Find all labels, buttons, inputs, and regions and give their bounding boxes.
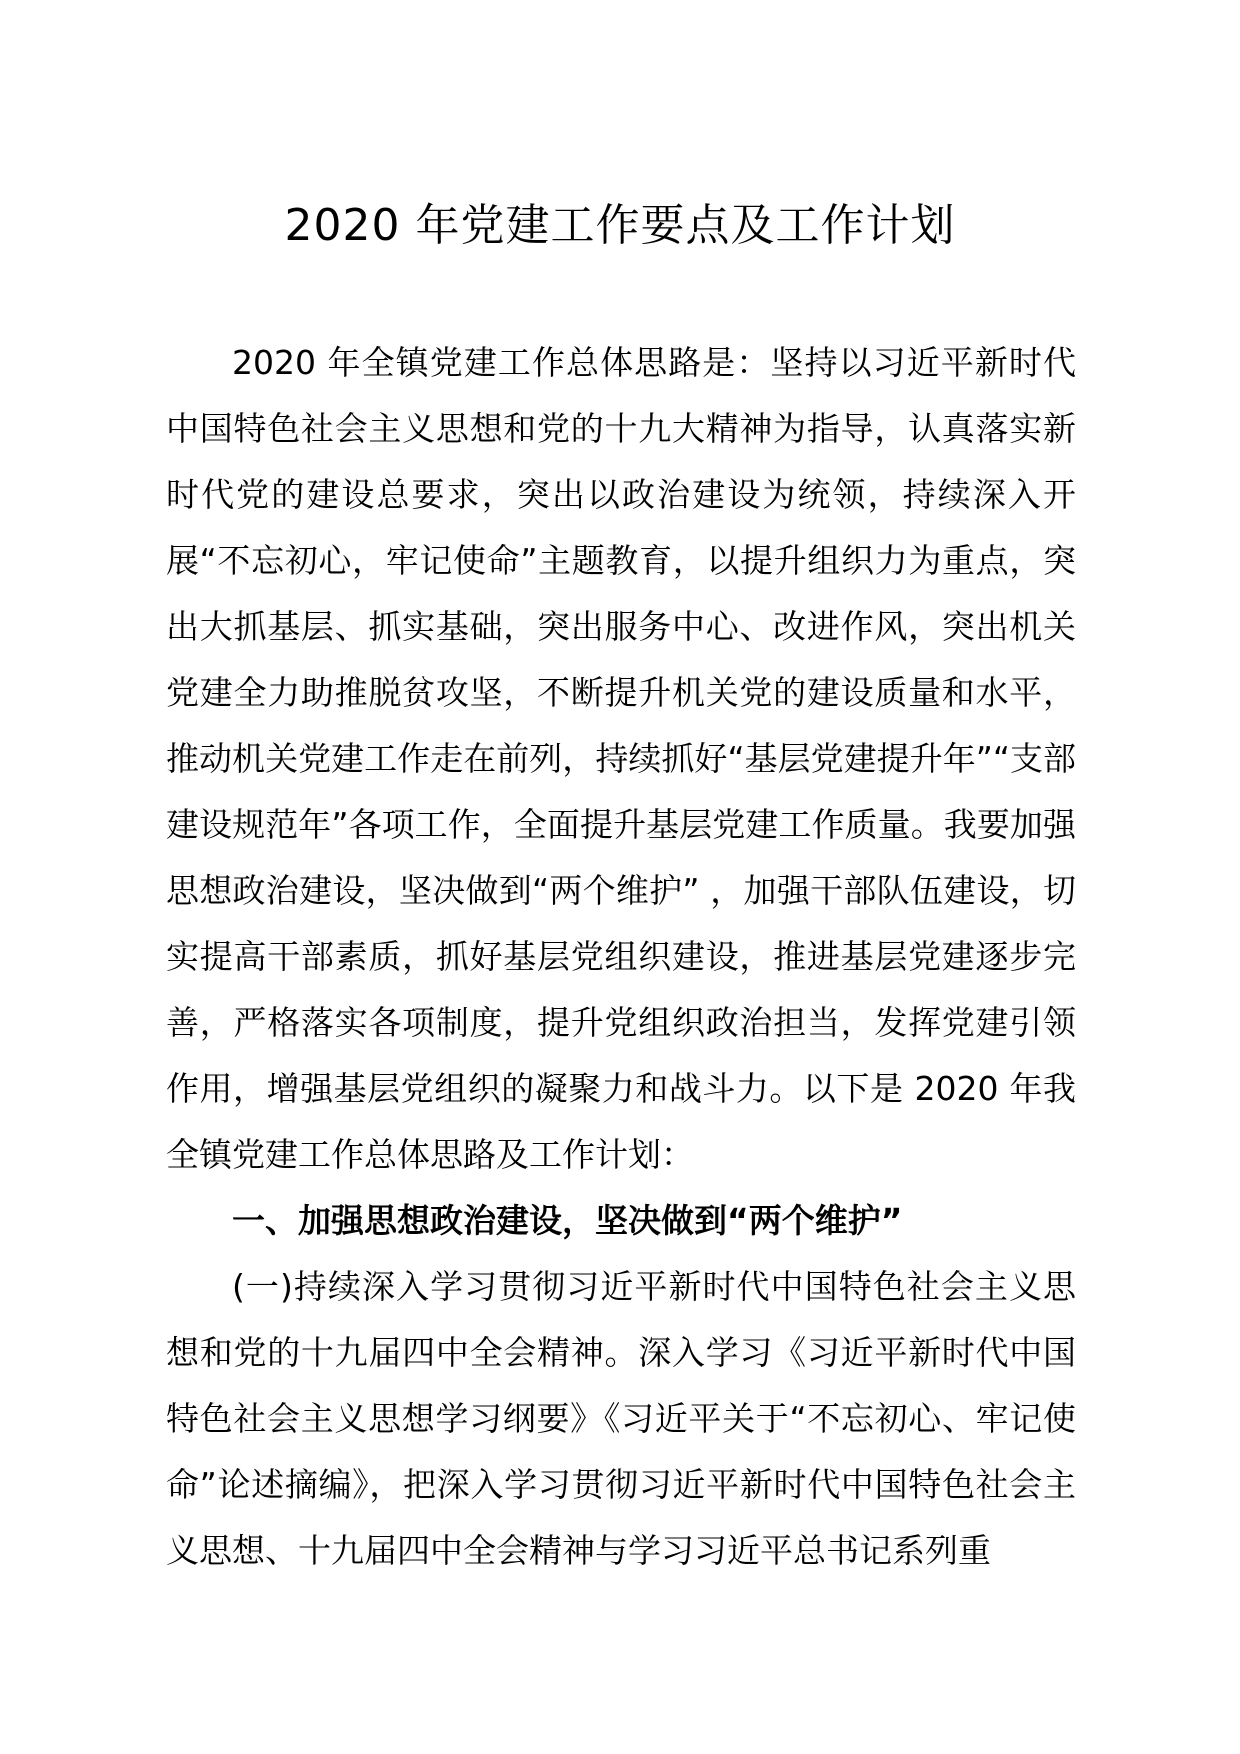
document-body [166, 330, 1076, 1584]
document-title: 2020 年党建工作要点及工作计划 [284, 200, 956, 251]
intro-paragraph: 2020 年全镇党建工作总体思路是：坚持以习近平新时代中国特色社会主义思想和党的十九大精神为指导，认真落实新时代党的建设总要求，突出以政治建设为统领，持续深入开展“不忘初心，牢记使命”主题教育，以提升组织力为重点，突出大抓基层、抓实基础，突出服务中心、改进作风，突出机关党建全力助推脱贫攻坚，不断提升机关党的建设质量和水平，推动机关党建工作走在前列，持续抓好“基层党建提升年”“支部建设规范年”各项工作，全面提升基层党建工作质量。我要加强思想政治建设，坚决做到“两个维护” ，加强干部队伍建设，切实提高干部素质，抓好基层党组织建设，推进基层党建逐步完善，严格落实各项制度，提升党组织政治担当，发挥党建引领作用，增强基层党组织的凝聚力和战斗力。以下是 2020 年我全镇党建工作总体思路及工作计划： [166, 343, 1076, 1174]
section-heading: 一、加强思想政治建设，坚决做到“两个维护” [232, 1201, 903, 1240]
section-paragraph: (一)持续深入学习贯彻习近平新时代中国特色社会主义思想和党的十九届四中全会精神。深入学习《习近平新时代中国特色社会主义思想学习纲要》《习近平关于“不忘初心、牢记使命”论述摘编》，把深入学习贯彻习近平新时代中国特色社会主义思想、十九届四中全会精神与学习习近平总书记系列重 [166, 1267, 1076, 1570]
